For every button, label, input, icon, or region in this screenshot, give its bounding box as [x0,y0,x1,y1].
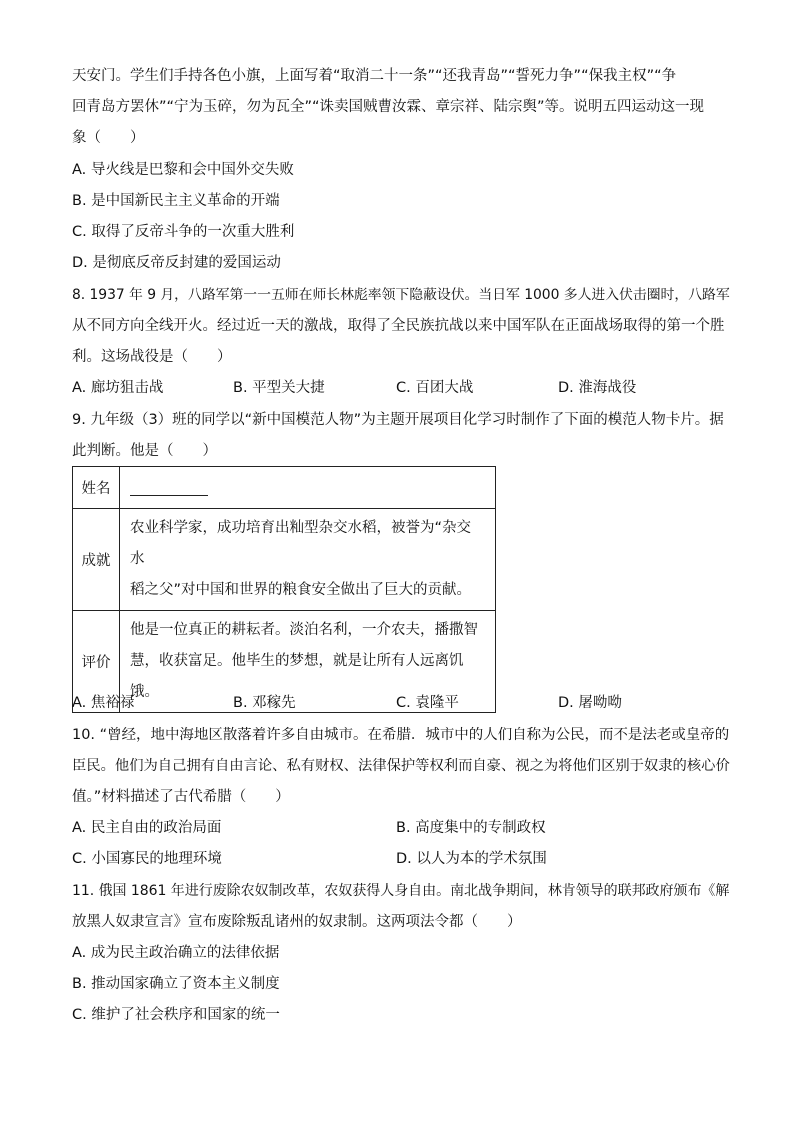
model-person-card [72,466,496,713]
q7-stem-line3: 象（ ） [72,130,145,146]
q8-option-b: B. 平型关大捷 [233,380,325,396]
q9-stem-line2: 此判断。他是（ ） [72,443,217,459]
card-name-label: 姓名 [73,467,120,509]
q8-option-c: C. 百团大战 [396,380,474,396]
card-achievement-line1: 农业科学家，成功培育出籼型杂交水稻，被誉为“杂交水 [130,520,472,567]
q8-stem-line2: 从不同方向全线开火。经过近一天的激战，取得了全民族抗战以来中国军队在正面战场取得的第一个胜 [72,318,725,334]
q7-option-c: C. 取得了反帝斗争的一次重大胜利 [72,224,295,240]
q11-option-a: A. 成为民主政治确立的法律依据 [72,945,280,961]
q8-stem-line1: 8. 1937 年 9 月，八路军第一一五师在师长林彪率领下隐蔽设伏。当日军 1000 多人进入伏击圈时，八路军 [72,287,730,303]
q10-option-c: C. 小国寡民的地理环境 [72,851,222,867]
card-achievement-text [120,509,496,611]
q8-option-d: D. 淮海战役 [558,380,637,396]
q11-stem-line2: 放黑人奴隶宣言》宣布废除叛乱诸州的奴隶制。这两项法令都（ ） [72,914,522,930]
card-evaluation-line2: 慧，收获富足。他毕生的梦想，就是让所有人远离饥饿。 [130,653,464,700]
name-blank [130,481,208,496]
card-achievement-line2: 稻之父”对中国和世界的粮食安全做出了巨大的贡献。 [130,582,472,598]
q11-stem-line1: 11. 俄国 1861 年进行废除农奴制改革，农奴获得人身自由。南北战争期间，林肯领导的联邦政府颁布《解 [72,883,730,899]
q8-option-a: A. 廊坊狙击战 [72,380,164,396]
card-evaluation-line1: 他是一位真正的耕耘者。淡泊名利，一介农夫，播撒智 [130,622,478,638]
q9-option-d: D. 屠呦呦 [558,695,622,711]
card-evaluation-label: 评价 [73,611,120,713]
q10-stem-line2: 臣民。他们为自己拥有自由言论、私有财权、法律保护等权利而自豪、视之为将他们区别于奴隶的核心价 [72,758,730,774]
q7-option-d: D. 是彻底反帝反封建的爱国运动 [72,255,281,271]
q10-option-b: B. 高度集中的专制政权 [396,820,546,836]
q7-option-b: B. 是中国新民主主义革命的开端 [72,193,280,209]
q9-option-a: A. 焦裕禄 [72,695,135,711]
q11-option-c: C. 维护了社会秩序和国家的统一 [72,1007,280,1023]
q9-option-c: C. 袁隆平 [396,695,459,711]
q9-stem-line1: 9. 九年级（3）班的同学以“新中国模范人物”为主题开展项目化学习时制作了下面的模范人物卡片。据 [72,412,724,428]
card-achievement-label: 成就 [73,509,120,611]
q7-option-a: A. 导火线是巴黎和会中国外交失败 [72,162,294,178]
q7-stem-line2: 回青岛方罢休”“宁为玉碎，勿为瓦全”“诛卖国贼曹汝霖、章宗祥、陆宗舆”等。说明五四运动这一现 [72,99,705,115]
q9-option-b: B. 邓稼先 [233,695,296,711]
q10-stem-line1: 10. “曾经，地中海地区散落着许多自由城市。在希腊．城市中的人们自称为公民，而不是法老或皇帝的 [72,727,730,743]
q11-option-b: B. 推动国家确立了资本主义制度 [72,976,280,992]
q10-option-d: D. 以人为本的学术氛围 [396,851,547,867]
q10-option-a: A. 民主自由的政治局面 [72,820,222,836]
q7-stem-line1: 天安门。学生们手持各色小旗，上面写着“取消二十一条”“还我青岛”“誓死力争”“保我主权”“争 [72,68,677,84]
q8-stem-line3: 利。这场战役是（ ） [72,349,232,365]
q10-stem-line3: 值。”材料描述了古代希腊（ ） [72,789,290,805]
